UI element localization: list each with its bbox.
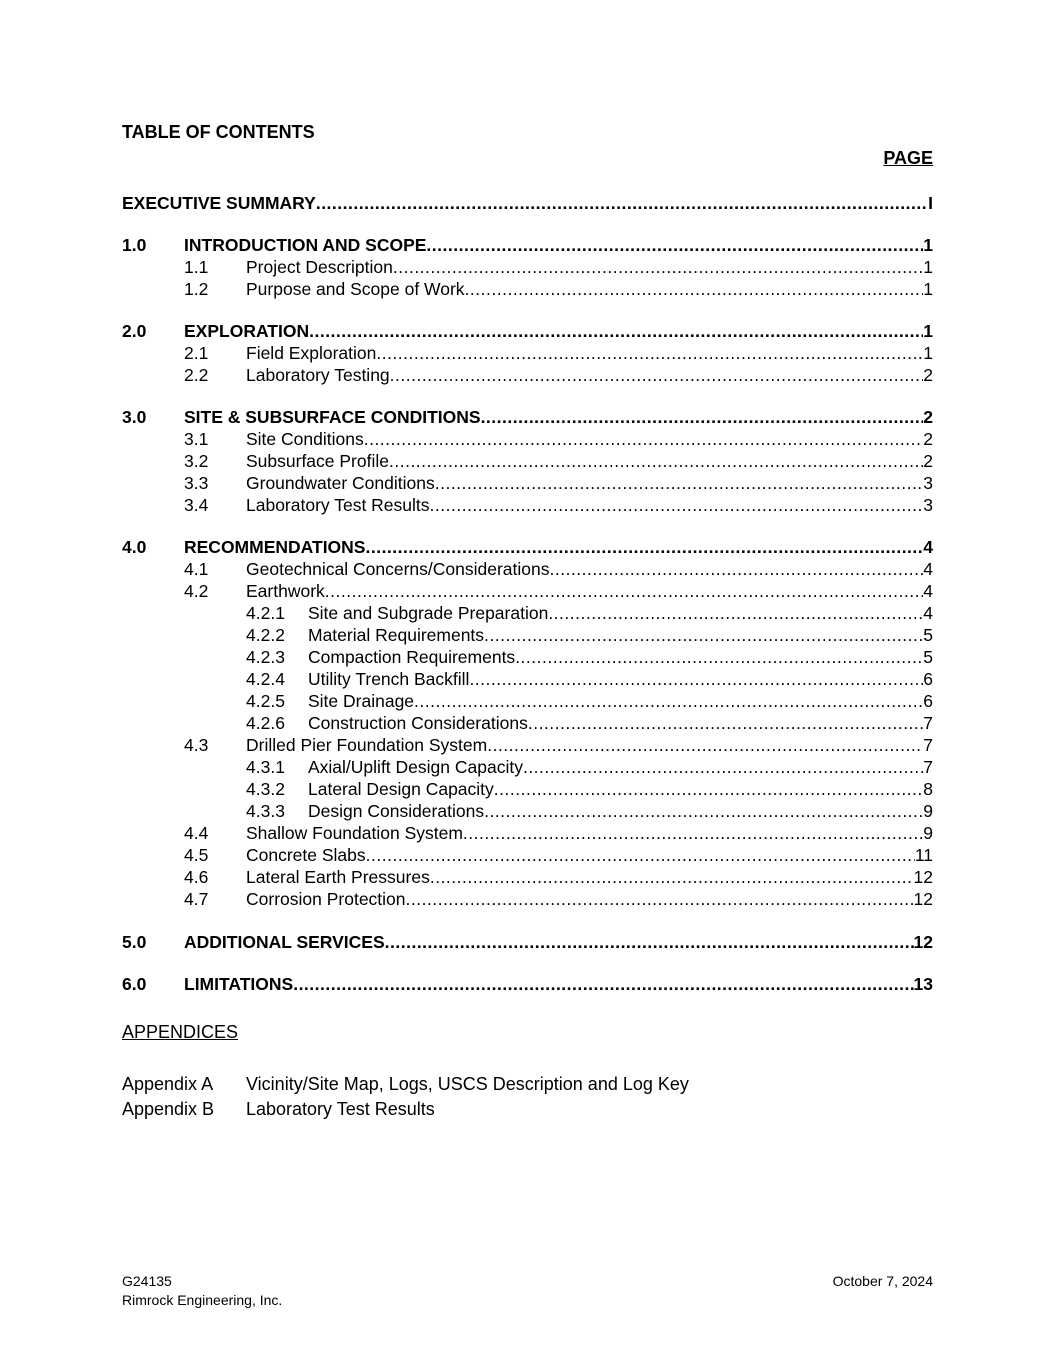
toc-entry-title: ADDITIONAL SERVICES <box>184 932 385 952</box>
toc-entry-title: Design Considerations <box>308 801 485 821</box>
toc-entry-title: Earthwork <box>246 581 325 601</box>
toc-entry-page: 1 <box>923 235 933 255</box>
toc-entry-page: 7 <box>923 735 933 755</box>
dot-leader <box>463 822 923 844</box>
toc-entry-number: 4.2.2 <box>246 625 285 645</box>
toc-entry-page: 9 <box>923 823 933 843</box>
toc-entry-number: 4.3.1 <box>246 757 285 777</box>
toc-entry-number: 4.3 <box>184 735 209 755</box>
company-name: Rimrock Engineering, Inc. <box>122 1292 283 1308</box>
toc-entry-page: 2 <box>923 365 933 385</box>
toc-entry-number: 4.6 <box>184 867 209 887</box>
toc-entry[interactable] <box>122 364 933 386</box>
appendix-label: Appendix B <box>122 1099 215 1119</box>
toc-entry-number: 4.2.3 <box>246 647 285 667</box>
toc-entry-page: 8 <box>923 779 933 799</box>
toc-entry[interactable] <box>122 494 933 516</box>
toc-entry-title: Purpose and Scope of Work <box>246 279 465 299</box>
toc-entry-title: Corrosion Protection <box>246 889 406 909</box>
toc-entry-page: 3 <box>923 473 933 493</box>
toc-entry-page: 4 <box>923 559 933 579</box>
toc-entry-page: 13 <box>913 974 933 994</box>
dot-leader <box>385 931 914 953</box>
dot-leader <box>484 800 923 822</box>
toc-entry[interactable] <box>122 472 933 494</box>
report-date: October 7, 2024 <box>832 1273 933 1289</box>
toc-entry-title: Concrete Slabs <box>246 845 366 865</box>
dot-leader <box>325 580 923 602</box>
toc-entry-page: 2 <box>923 451 933 471</box>
toc-entry-page: I <box>928 193 933 213</box>
toc-entry-page: 12 <box>913 932 933 952</box>
dot-leader <box>366 844 915 866</box>
toc-entry-number: 4.2 <box>184 581 209 601</box>
toc-entry-title: Laboratory Test Results <box>246 495 430 515</box>
toc-entry[interactable] <box>122 234 933 256</box>
toc-entry-number: 6.0 <box>122 974 147 994</box>
toc-entry-title: Construction Considerations <box>308 713 528 733</box>
toc-entry-page: 1 <box>923 343 933 363</box>
dot-leader <box>523 756 923 778</box>
toc-entry[interactable] <box>122 428 933 450</box>
toc-entry[interactable] <box>122 536 933 558</box>
dot-leader <box>494 778 923 800</box>
toc-entry-title: SITE & SUBSURFACE CONDITIONS <box>184 407 481 427</box>
toc-entry-title: Lateral Design Capacity <box>308 779 494 799</box>
toc-entry[interactable] <box>122 690 933 712</box>
toc-entry-number: 3.1 <box>184 429 209 449</box>
dot-leader <box>430 494 924 516</box>
dot-leader <box>364 428 924 450</box>
toc-entry[interactable] <box>122 844 933 866</box>
toc-entry-title: Drilled Pier Foundation System <box>246 735 488 755</box>
dot-leader <box>393 256 923 278</box>
toc-entry-number: 1.2 <box>184 279 209 299</box>
toc-entry-number: 3.2 <box>184 451 209 471</box>
toc-entry-title: Utility Trench Backfill <box>308 669 470 689</box>
toc-entry-title: RECOMMENDATIONS <box>184 537 366 557</box>
toc-entry[interactable] <box>122 406 933 428</box>
toc-entry[interactable] <box>122 320 933 342</box>
toc-entry[interactable] <box>122 256 933 278</box>
toc-entry-number: 4.0 <box>122 537 147 557</box>
toc-entry-page: 1 <box>923 257 933 277</box>
toc-entry-number: 4.3.3 <box>246 801 285 821</box>
dot-leader <box>487 734 923 756</box>
toc-entry-page: 11 <box>914 845 933 865</box>
toc-entry-page: 5 <box>923 625 933 645</box>
toc-entry-page: 4 <box>923 581 933 601</box>
toc-entry-title: Subsurface Profile <box>246 451 389 471</box>
dot-leader <box>389 450 923 472</box>
toc-entry[interactable] <box>122 734 933 756</box>
toc-entry-page: 7 <box>923 713 933 733</box>
toc-entry[interactable] <box>122 342 933 364</box>
toc-entry-title: Project Description <box>246 257 393 277</box>
toc-entry-title: Site and Subgrade Preparation <box>308 603 549 623</box>
toc-entry-page: 12 <box>913 867 933 887</box>
toc-entry[interactable] <box>122 866 933 888</box>
footer-left <box>122 1272 282 1310</box>
toc-entry[interactable] <box>122 931 933 953</box>
toc-entry-number: 4.2.6 <box>246 713 285 733</box>
toc-entry-title: Lateral Earth Pressures <box>246 867 430 887</box>
toc-entry-number: 2.1 <box>184 343 209 363</box>
appendices-heading: APPENDICES <box>122 1022 239 1042</box>
dot-leader <box>515 646 923 668</box>
toc-entry-page: 12 <box>913 889 933 909</box>
toc-title: TABLE OF CONTENTS <box>122 122 315 142</box>
toc-entry[interactable] <box>122 778 933 800</box>
toc-entry-page: 6 <box>923 691 933 711</box>
toc-entry-number: 3.4 <box>184 495 209 515</box>
dot-leader <box>414 690 923 712</box>
dot-leader <box>316 192 928 214</box>
toc-entry-title: Material Requirements <box>308 625 485 645</box>
dot-leader <box>484 624 923 646</box>
toc-entry[interactable] <box>122 712 933 734</box>
toc-entry[interactable] <box>122 822 933 844</box>
toc-entry-page: 7 <box>923 757 933 777</box>
appendix-description: Laboratory Test Results <box>246 1099 435 1119</box>
toc-entry-number: 4.3.2 <box>246 779 285 799</box>
toc-entry[interactable] <box>122 888 933 910</box>
dot-leader <box>435 472 924 494</box>
dot-leader <box>528 712 923 734</box>
toc-entry-page: 1 <box>923 321 933 341</box>
toc-entry-page: 6 <box>923 669 933 689</box>
toc-entry[interactable] <box>122 646 933 668</box>
dot-leader <box>293 973 913 995</box>
toc-entry[interactable] <box>122 602 933 624</box>
page-column-heading: PAGE <box>883 148 933 168</box>
toc-entry[interactable] <box>122 278 933 300</box>
toc-entry-page: 5 <box>923 647 933 667</box>
toc-entry-title: Site Drainage <box>308 691 415 711</box>
toc-entry[interactable] <box>122 756 933 778</box>
appendix-description: Vicinity/Site Map, Logs, USCS Description and Log Key <box>246 1074 689 1094</box>
toc-entry-number: 4.2.5 <box>246 691 285 711</box>
dot-leader <box>390 364 924 386</box>
footer-right <box>833 1272 933 1291</box>
toc-entry-title: Shallow Foundation System <box>246 823 463 843</box>
toc-entry-number: 4.2.1 <box>246 603 285 623</box>
toc-entry-page: 1 <box>923 279 933 299</box>
dot-leader <box>309 320 923 342</box>
toc-entry[interactable] <box>122 558 933 580</box>
toc-entry-page: 4 <box>923 537 933 557</box>
toc-entry-title: EXECUTIVE SUMMARY <box>122 193 316 213</box>
dot-leader <box>481 406 924 428</box>
toc-entry-title: Axial/Uplift Design Capacity <box>308 757 523 777</box>
toc-entry[interactable] <box>122 580 933 602</box>
dot-leader <box>465 278 924 300</box>
appendix-label: Appendix A <box>122 1074 214 1094</box>
dot-leader <box>406 888 914 910</box>
toc-entry-number: 5.0 <box>122 932 147 952</box>
toc-entry-number: 4.1 <box>184 559 209 579</box>
toc-entry-number: 2.2 <box>184 365 209 385</box>
toc-entry-title: Compaction Requirements <box>308 647 516 667</box>
dot-leader <box>469 668 923 690</box>
toc-entry[interactable] <box>122 668 933 690</box>
dot-leader <box>426 234 923 256</box>
dot-leader <box>430 866 914 888</box>
toc-entry-title: INTRODUCTION AND SCOPE <box>184 235 427 255</box>
toc-entry-number: 4.5 <box>184 845 209 865</box>
toc-entry-page: 2 <box>923 407 933 427</box>
toc-entry-number: 3.0 <box>122 407 147 427</box>
project-number: G24135 <box>122 1273 172 1289</box>
toc-entry-number: 4.7 <box>184 889 209 909</box>
toc-entry-number: 4.4 <box>184 823 209 843</box>
toc-entry-title: Field Exploration <box>246 343 377 363</box>
toc-entry[interactable] <box>122 624 933 646</box>
toc-entry[interactable] <box>122 192 933 214</box>
toc-entry-number: 1.0 <box>122 235 147 255</box>
toc-entry-page: 2 <box>923 429 933 449</box>
dot-leader <box>365 536 923 558</box>
toc-entry-title: LIMITATIONS <box>184 974 294 994</box>
toc-entry-page: 4 <box>923 603 933 623</box>
toc-entry-page: 3 <box>923 495 933 515</box>
toc-entry[interactable] <box>122 800 933 822</box>
toc-entry-title: Laboratory Testing <box>246 365 390 385</box>
toc-entry-number: 4.2.4 <box>246 669 285 689</box>
toc-entry-title: Site Conditions <box>246 429 364 449</box>
toc-entry-number: 1.1 <box>184 257 209 277</box>
dot-leader <box>550 558 924 580</box>
dot-leader <box>548 602 923 624</box>
toc-entry[interactable] <box>122 450 933 472</box>
toc-entry-title: EXPLORATION <box>184 321 310 341</box>
toc-entry-page: 9 <box>923 801 933 821</box>
toc-entry[interactable] <box>122 973 933 995</box>
toc-entry-number: 2.0 <box>122 321 147 341</box>
dot-leader <box>376 342 923 364</box>
toc-entry-number: 3.3 <box>184 473 209 493</box>
toc-entry-title: Geotechnical Concerns/Considerations <box>246 559 550 579</box>
toc-entry-title: Groundwater Conditions <box>246 473 435 493</box>
